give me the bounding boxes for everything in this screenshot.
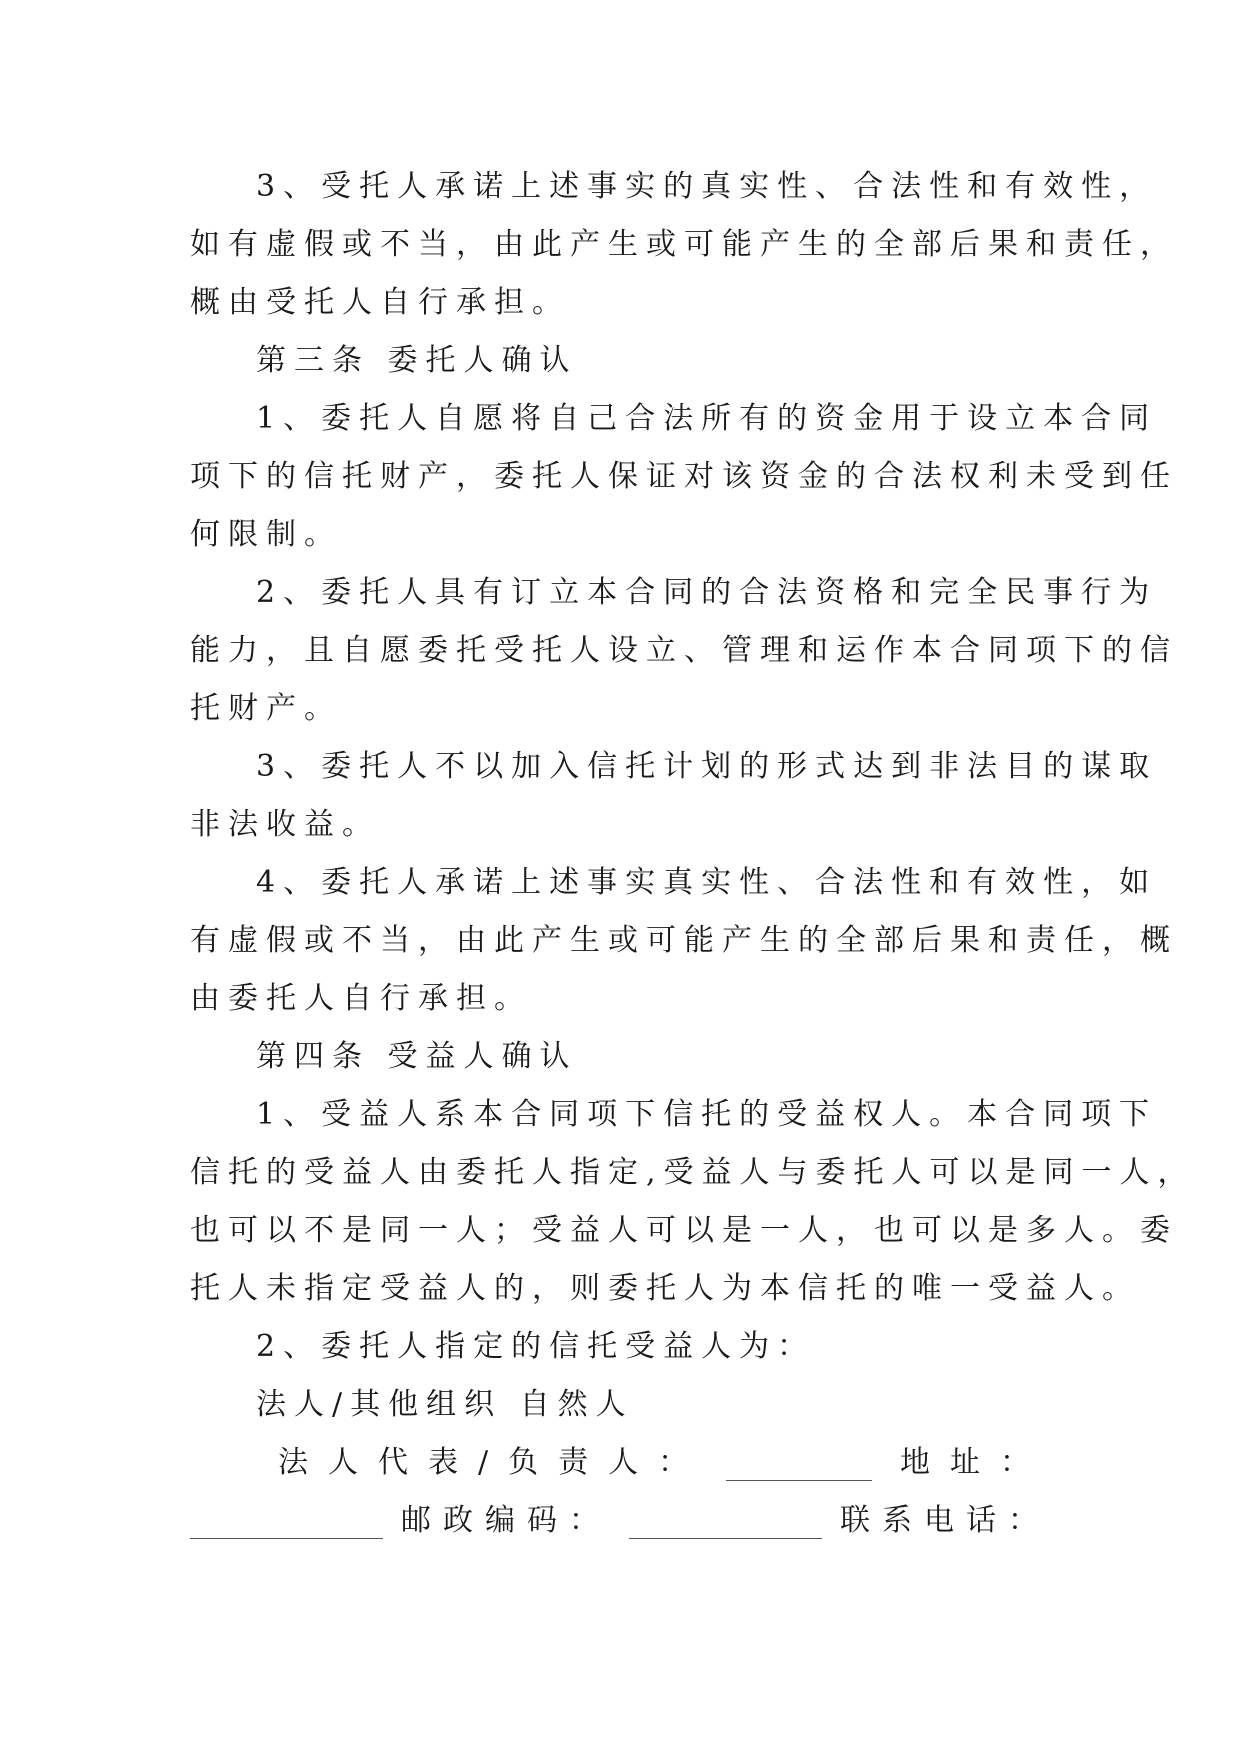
address-label: 地址：: [900, 1445, 1050, 1480]
paragraph-line: 何限制。: [190, 517, 342, 552]
paragraph-line: 4、委托人承诺上述事实真实性、合法性和有效性，如: [256, 865, 1158, 900]
paragraph-line: 如有虚假或不当，由此产生或可能产生的全部后果和责任，: [190, 227, 1178, 262]
paragraph-line: 托财产。: [190, 691, 342, 726]
postcode-label: 邮政编码：: [401, 1503, 611, 1538]
paragraph-line: 信托的受益人由委托人指定,受益人与委托人可以是同一人，: [190, 1155, 1196, 1190]
paragraph-line: 有虚假或不当，由此产生或可能产生的全部后果和责任，概: [190, 923, 1178, 958]
paragraph-line: 也可以不是同一人；受益人可以是一人，也可以是多人。委: [190, 1213, 1178, 1248]
address-blank[interactable]: [190, 1504, 383, 1539]
paragraph-line: 1、受益人系本合同项下信托的受益权人。本合同项下: [256, 1097, 1158, 1132]
phone-label: 联系电话：: [840, 1503, 1050, 1538]
paragraph-line: 1、委托人自愿将自己合法所有的资金用于设立本合同: [256, 401, 1158, 436]
paragraph-line: 能力，且自愿委托受托人设立、管理和运作本合同项下的信: [190, 633, 1178, 668]
paragraph-line: 非法收益。: [190, 807, 380, 842]
paragraph-line: 托人未指定受益人的，则委托人为本信托的唯一受益人。: [190, 1271, 1140, 1306]
beneficiary-fields-row-2: [190, 1492, 1050, 1550]
paragraph-line: 3、受托人承诺上述事实的真实性、合法性和有效性，: [256, 169, 1158, 204]
paragraph-line: 项下的信托财产，委托人保证对该资金的合法权利未受到任: [190, 459, 1178, 494]
beneficiary-fields-row-1: [190, 1434, 1050, 1492]
rep-label: 法人代表/负责人：: [278, 1445, 709, 1480]
paragraph-line: 由委托人自行承担。: [190, 981, 532, 1016]
postcode-blank[interactable]: [629, 1504, 822, 1539]
article-4-heading: 第四条 受益人确认: [256, 1039, 578, 1074]
paragraph-line: 2、委托人指定的信托受益人为：: [256, 1329, 816, 1364]
paragraph-line: 法人/其他组织 自然人: [256, 1387, 634, 1422]
document-page: [190, 158, 1196, 1550]
paragraph-line: 3、委托人不以加入信托计划的形式达到非法目的谋取: [256, 749, 1158, 784]
paragraph-line: 2、委托人具有订立本合同的合法资格和完全民事行为: [256, 575, 1158, 610]
article-3-heading: 第三条 委托人确认: [256, 343, 578, 378]
rep-blank[interactable]: [726, 1446, 872, 1481]
paragraph-line: 概由受托人自行承担。: [190, 285, 570, 320]
